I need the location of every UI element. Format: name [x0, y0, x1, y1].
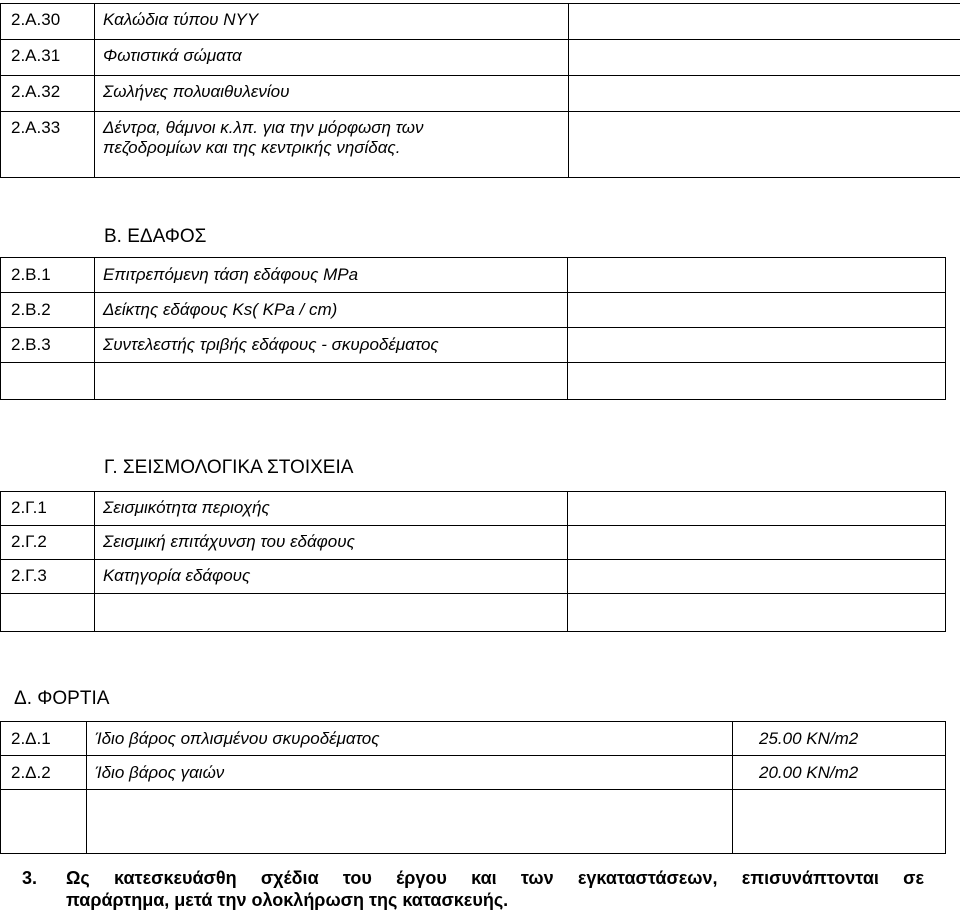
- row-code: 2.B.3: [1, 328, 95, 363]
- row-code: 2.A.30: [1, 4, 95, 40]
- row-code: 2.Δ.1: [1, 722, 87, 756]
- row-code: 2.Γ.3: [1, 560, 95, 594]
- closing-line-1: Ως κατεσκευάσθη σχέδια του έργου και των εγκαταστάσεων, επισυνάπτονται σε: [66, 868, 924, 888]
- table-row: [1, 4, 960, 40]
- empty-cell: [1, 790, 87, 854]
- row-description: Επιτρεπόμενη τάση εδάφους MPa: [95, 258, 568, 293]
- value-cell: [568, 492, 946, 526]
- section-g-table: [0, 491, 946, 632]
- table-row-empty: [1, 363, 946, 400]
- table-row-empty: [1, 594, 946, 632]
- section-b-title: Β. ΕΔΑΦΟΣ: [104, 226, 207, 247]
- table-row: [1, 722, 946, 756]
- empty-cell: [1, 363, 95, 400]
- row-description: Κατηγορία εδάφους: [95, 560, 568, 594]
- row-description: Δέντρα, θάμνοι κ.λπ. για την μόρφωση των πεζοδρομίων και της κεντρικής νησίδας.: [95, 112, 569, 178]
- row-code: 2.A.31: [1, 40, 95, 76]
- row-description: Σεισμική επιτάχυνση του εδάφους: [95, 526, 568, 560]
- row-code: 2.B.2: [1, 293, 95, 328]
- row-code: 2.A.33: [1, 112, 95, 178]
- empty-cell: [95, 363, 568, 400]
- section-d-table: [0, 721, 946, 854]
- table-row: [1, 560, 946, 594]
- value-cell: [568, 526, 946, 560]
- row-code: 2.B.1: [1, 258, 95, 293]
- value-cell: [569, 4, 960, 40]
- value-cell: [569, 76, 960, 112]
- row-description: Ίδιο βάρος γαιών: [87, 756, 733, 790]
- value-cell: [569, 40, 960, 76]
- row-code: 2.A.32: [1, 76, 95, 112]
- value-cell: [568, 258, 946, 293]
- table-row: [1, 328, 946, 363]
- row-description: Ίδιο βάρος οπλισμένου σκυροδέματος: [87, 722, 733, 756]
- empty-cell: [568, 363, 946, 400]
- row-code: 2.Δ.2: [1, 756, 87, 790]
- section-a-table: [0, 3, 960, 178]
- empty-cell: [1, 594, 95, 632]
- empty-cell: [87, 790, 733, 854]
- closing-line-2: παράρτημα, μετά την ολοκλήρωση της κατασκευής.: [66, 890, 509, 910]
- empty-cell: [95, 594, 568, 632]
- table-row: [1, 492, 946, 526]
- table-row-empty: [1, 790, 946, 854]
- row-value: 25.00 KN/m2: [733, 722, 946, 756]
- row-description: Σεισμικότητα περιοχής: [95, 492, 568, 526]
- row-description: Φωτιστικά σώματα: [95, 40, 569, 76]
- row-description: Καλώδια τύπου ΝΥΥ: [95, 4, 569, 40]
- table-row: [1, 756, 946, 790]
- row-description: Δείκτης εδάφους Ks( KPa / cm): [95, 293, 568, 328]
- value-cell: [568, 328, 946, 363]
- row-description: Σωλήνες πολυαιθυλενίου: [95, 76, 569, 112]
- empty-cell: [568, 594, 946, 632]
- table-row: [1, 526, 946, 560]
- value-cell: [569, 112, 960, 178]
- paragraph-number: 3.: [22, 868, 38, 888]
- row-description: Συντελεστής τριβής εδάφους - σκυροδέματος: [95, 328, 568, 363]
- value-cell: [568, 293, 946, 328]
- row-code: 2.Γ.2: [1, 526, 95, 560]
- table-row: [1, 293, 946, 328]
- table-row: [1, 76, 960, 112]
- closing-paragraph: [22, 867, 924, 911]
- table-row: [1, 258, 946, 293]
- value-cell: [568, 560, 946, 594]
- empty-cell: [733, 790, 946, 854]
- row-value: 20.00 KN/m2: [733, 756, 946, 790]
- row-code: 2.Γ.1: [1, 492, 95, 526]
- section-d-title: Δ. ΦΟΡΤΙΑ: [14, 688, 110, 709]
- table-row: [1, 40, 960, 76]
- section-b-table: [0, 257, 946, 400]
- section-g-title: Γ. ΣΕΙΣΜΟΛΟΓΙΚΑ ΣΤΟΙΧΕΙΑ: [104, 457, 354, 478]
- table-row: [1, 112, 960, 178]
